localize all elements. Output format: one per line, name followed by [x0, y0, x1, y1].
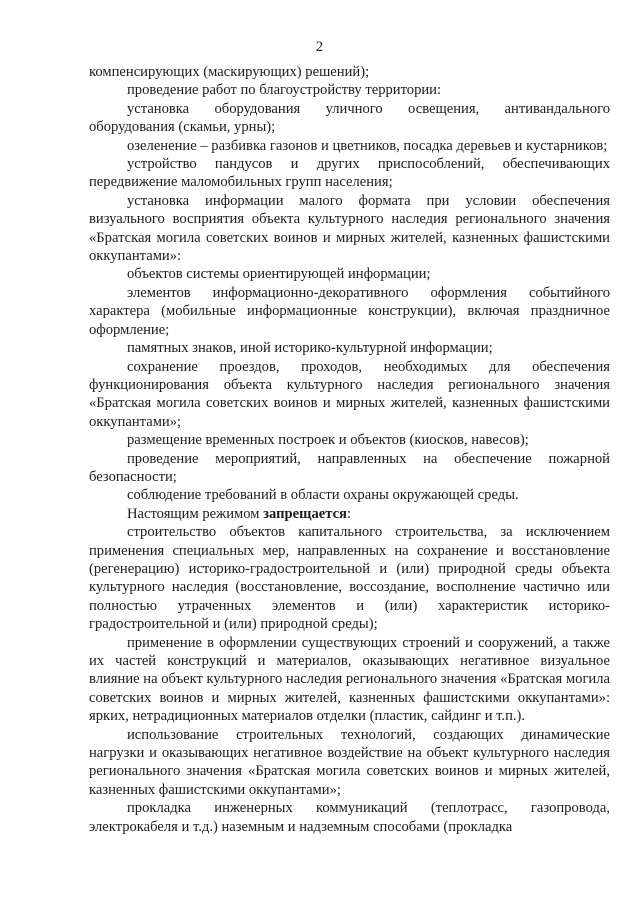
regime-heading [89, 505, 610, 523]
paragraph: использование строительных технологий, создающих динамические нагрузки и оказывающих негативное воздействие на объект культурного наследия регионального значения «Братская могила советских воинов и мирных жителей, казненных фашистскими оккупантами»; [89, 726, 610, 798]
page-number: 2 [315, 39, 324, 55]
document-body [89, 63, 610, 836]
paragraph: проведение мероприятий, направленных на обеспечение пожарной безопасности; [89, 450, 610, 485]
paragraph: озеленение – разбивка газонов и цветников, посадка деревьев и кустарников; [127, 137, 608, 154]
paragraph: прокладка инженерных коммуникаций (теплотрасс, газопровода, электрокабеля и т.д.) наземным и надземным способами (прокладка [89, 800, 610, 835]
paragraph: устройство пандусов и других приспособлений, обеспечивающих передвижение маломобильных групп населения; [89, 156, 610, 191]
regime-prefix: Настоящим режимом [127, 505, 264, 522]
paragraph: строительство объектов капитального строительства, за исключением применения специальных мер, направленных на сохранение и восстановление (регенерацию) историко-градостроительной и (или) природной среды объекта культурного наследия (восстановление, воссоздание, восполнение частично или полностью утраченных элементов и (или) характеристик историко-градостроительной и (или) природной среды); [89, 524, 610, 633]
paragraph: установка информации малого формата при условии обеспечения визуального восприятия объекта культурного наследия регионального значения «Братская могила советских воинов и мирных жителей, казненных фашистскими оккупантами»: [89, 192, 610, 265]
paragraph: установка оборудования уличного освещения, антивандального оборудования (скамьи, урны); [89, 100, 610, 136]
paragraph: размещение временных построек и объектов (киосков, навесов); [127, 432, 529, 449]
regime-emphasis: запрещается [263, 505, 347, 522]
paragraph: памятных знаков, иной историко-культурной информации; [127, 340, 493, 357]
paragraph: объектов системы ориентирующей информации; [127, 266, 431, 283]
paragraph: элементов информационно-декоративного оформления событийного характера (мобильные информационные конструкции), включая праздничное оформление; [89, 284, 610, 338]
regime-suffix: : [346, 505, 352, 522]
paragraph: применение в оформлении существующих строений и сооружений, а также их частей конструкций и материалов, оказывающих негативное визуальное влияние на объект культурного наследия регионального значения «Братская могила советских воинов и мирных жителей, казненных фашистскими оккупантами»: ярких, нетрадиционных материалов отделки (пластик, сайдинг и т.п.). [89, 634, 610, 725]
paragraph: сохранение проездов, проходов, необходимых для обеспечения функционирования объекта культурного наследия регионального значения «Братская могила советских воинов и мирных жителей, казненных фашистскими оккупантами»; [89, 358, 610, 430]
paragraph: соблюдение требований в области охраны окружающей среды. [127, 487, 519, 504]
paragraph: проведение работ по благоустройству территории: [127, 82, 442, 99]
paragraph: компенсирующих (маскирующих) решений); [89, 64, 370, 80]
